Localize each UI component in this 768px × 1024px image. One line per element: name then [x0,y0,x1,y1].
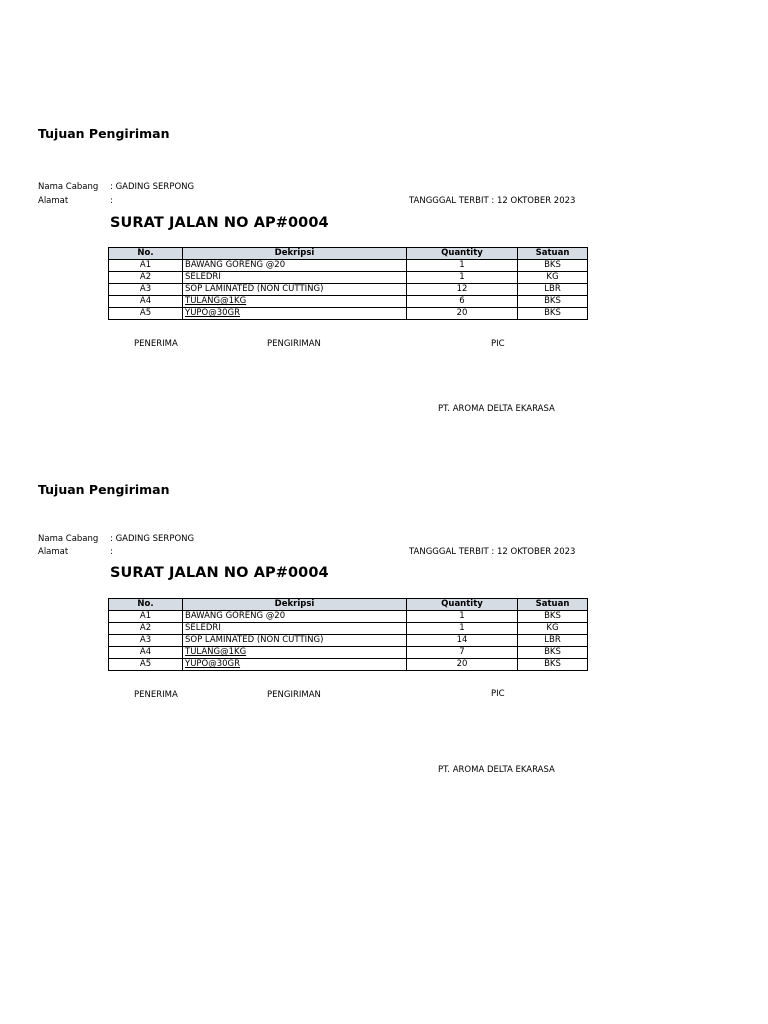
delivery-note-2 [0,356,768,775]
description-text: YUPO@30GR [185,659,241,669]
cell-unit: BKS [518,308,588,320]
sign-receiver-label: PENERIMA [134,339,178,349]
section-title: Tujuan Pengiriman [38,482,170,497]
sign-pic-label: PIC [491,339,505,349]
description-text: YUPO@30GR [185,308,241,318]
cell-no: A2 [109,272,183,284]
table-row [109,635,588,647]
doc-title: SURAT JALAN NO AP#0004 [110,565,329,581]
col-header-description: Dekripsi [183,248,407,260]
cell-unit: BKS [518,659,588,671]
branch-label: Nama Cabang [38,534,99,544]
cell-unit: BKS [518,647,588,659]
sign-sender-label: PENGIRIMAN [267,690,321,700]
cell-no: A3 [109,284,183,296]
sign-sender-label: PENGIRIMAN [267,339,321,349]
cell-unit: LBR [518,635,588,647]
cell-unit: BKS [518,296,588,308]
address-value: : [110,547,113,557]
cell-description: BAWANG GORENG @20 [183,260,407,272]
table-row [109,659,588,671]
table-header-row [109,599,588,611]
branch-value: : GADING SERPONG [110,534,195,544]
col-header-description: Dekripsi [183,599,407,611]
cell-quantity: 12 [407,284,518,296]
cell-no: A5 [109,659,183,671]
col-header-quantity: Quantity [407,248,518,260]
cell-no: A1 [109,611,183,623]
cell-no: A5 [109,308,183,320]
cell-no: A3 [109,635,183,647]
doc-title: SURAT JALAN NO AP#0004 [110,215,329,231]
cell-description: SELEDRI [183,623,407,635]
col-header-no: No. [109,599,183,611]
address-label: Alamat [38,196,69,206]
cell-unit: LBR [518,284,588,296]
cell-unit: KG [518,272,588,284]
cell-description: SELEDRI [183,272,407,284]
address-label: Alamat [38,547,69,557]
cell-quantity: 7 [407,647,518,659]
delivery-note-1 [0,0,768,414]
items-table [108,598,588,671]
cell-quantity: 1 [407,611,518,623]
cell-unit: KG [518,623,588,635]
company-name: PT. AROMA DELTA EKARASA [438,765,555,775]
cell-no: A2 [109,623,183,635]
col-header-quantity: Quantity [407,599,518,611]
cell-quantity: 1 [407,623,518,635]
sign-receiver-label: PENERIMA [134,690,178,700]
cell-quantity: 1 [407,272,518,284]
col-header-unit: Satuan [518,248,588,260]
description-text: TULANG@1KG [185,296,247,306]
table-row [109,272,588,284]
issue-date: TANGGGAL TERBIT : 12 OKTOBER 2023 [409,196,576,206]
cell-quantity: 14 [407,635,518,647]
cell-no: A4 [109,296,183,308]
table-row [109,623,588,635]
cell-no: A1 [109,260,183,272]
branch-value: : GADING SERPONG [110,182,195,192]
cell-description: SOP LAMINATED (NON CUTTING) [183,635,407,647]
cell-description [183,647,407,659]
issue-date: TANGGGAL TERBIT : 12 OKTOBER 2023 [409,547,576,557]
cell-description: SOP LAMINATED (NON CUTTING) [183,284,407,296]
cell-unit: BKS [518,260,588,272]
address-value: : [110,196,113,206]
table-row [109,647,588,659]
section-title: Tujuan Pengiriman [38,126,170,141]
table-row [109,308,588,320]
cell-unit: BKS [518,611,588,623]
table-row [109,284,588,296]
table-row [109,296,588,308]
table-row [109,611,588,623]
company-name: PT. AROMA DELTA EKARASA [438,404,555,414]
cell-description: BAWANG GORENG @20 [183,611,407,623]
col-header-unit: Satuan [518,599,588,611]
table-header-row [109,248,588,260]
col-header-no: No. [109,248,183,260]
cell-quantity: 20 [407,659,518,671]
cell-description [183,659,407,671]
cell-quantity: 1 [407,260,518,272]
description-text: TULANG@1KG [185,647,247,657]
branch-label: Nama Cabang [38,182,99,192]
cell-description [183,296,407,308]
table-row [109,260,588,272]
cell-no: A4 [109,647,183,659]
cell-quantity: 6 [407,296,518,308]
cell-description [183,308,407,320]
sign-pic-label: PIC [491,689,505,699]
items-table [108,247,588,320]
cell-quantity: 20 [407,308,518,320]
